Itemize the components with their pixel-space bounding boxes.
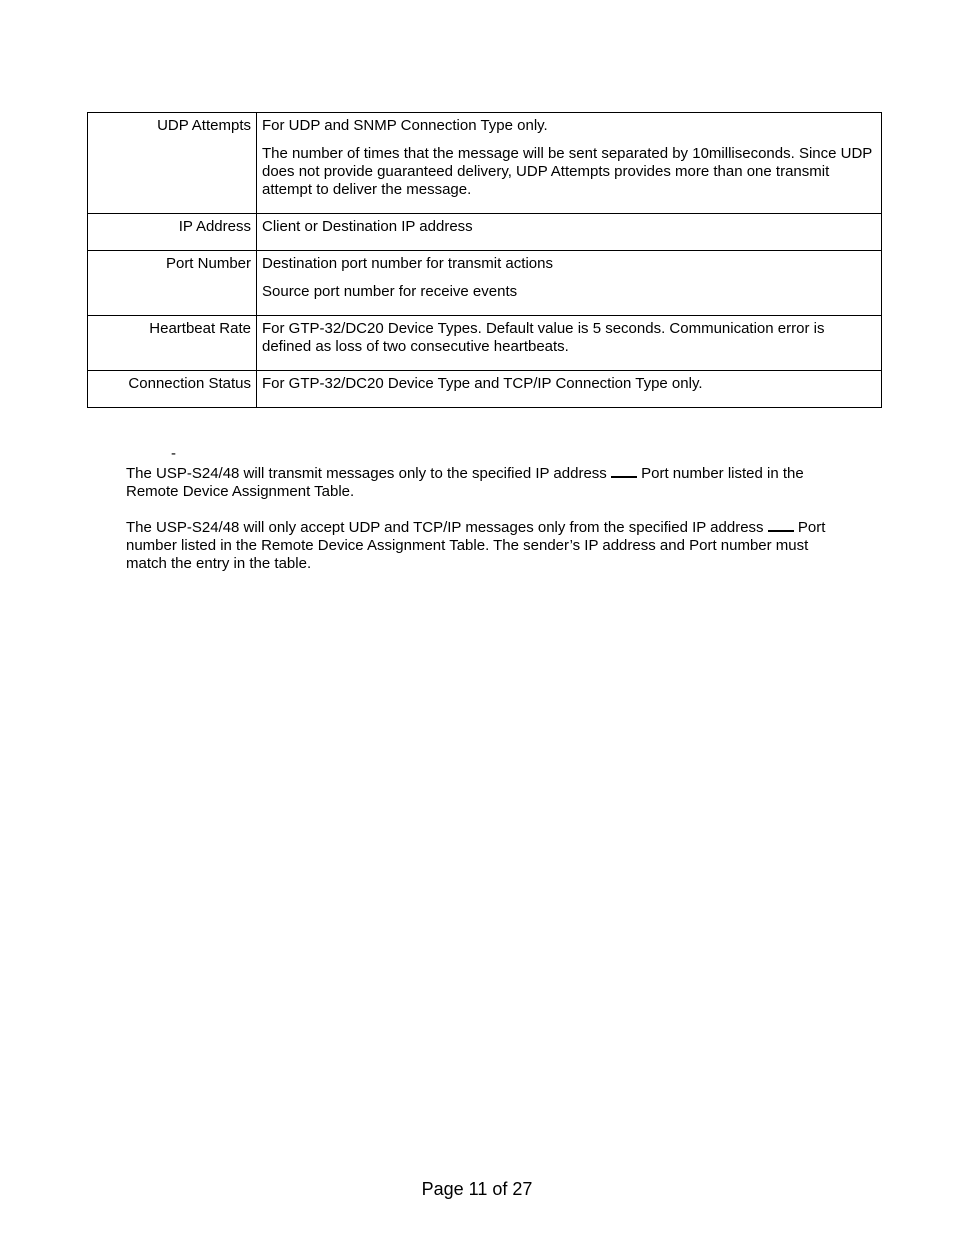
- paragraph-text: The USP-S24/48 will only accept UDP and TCP/IP messages only from the specified IP address: [126, 519, 768, 536]
- description-line: The number of times that the message will be sent separated by 10milliseconds. Since UDP does not provide guaranteed delivery, UDP Attempts provides more than one transmit attempt to deliver the message.: [262, 145, 873, 198]
- paragraph-text: The USP-S24/48 will transmit messages only to the specified IP address: [126, 465, 611, 482]
- table-row: [88, 113, 882, 214]
- description-line: Client or Destination IP address: [262, 218, 473, 235]
- param-description: [257, 316, 882, 371]
- accept-paragraph: [126, 518, 836, 573]
- param-label: UDP Attempts: [88, 113, 257, 214]
- param-label: Port Number: [88, 251, 257, 316]
- blank-underline: [611, 464, 637, 478]
- page-number: Page 11 of 27: [421, 1179, 533, 1199]
- param-label: Heartbeat Rate: [88, 316, 257, 371]
- dash-mark: -: [171, 445, 176, 462]
- paragraph-text: Port number listed in the Remote Device Assignment Table.: [126, 465, 804, 500]
- param-description: [257, 251, 882, 316]
- table-row: [88, 214, 882, 251]
- description-line: For GTP-32/DC20 Device Type and TCP/IP Connection Type only.: [262, 375, 703, 392]
- description-line: Source port number for receive events: [262, 283, 518, 300]
- parameter-table: [87, 112, 882, 408]
- transmit-paragraph: [126, 464, 836, 501]
- description-line: For GTP-32/DC20 Device Types. Default value is 5 seconds. Communication error is defined as loss of two consecutive heartbeats.: [262, 320, 825, 355]
- table-row: [88, 251, 882, 316]
- blank-underline: [768, 518, 794, 532]
- table-row: [88, 371, 882, 408]
- param-label: Connection Status: [88, 371, 257, 408]
- param-label: IP Address: [88, 214, 257, 251]
- param-description: [257, 214, 882, 251]
- table-row: [88, 316, 882, 371]
- paragraph-text: Port number listed in the Remote Device Assignment Table. The sender’s IP address and Port number must match the entry in the table.: [126, 519, 826, 572]
- param-description: [257, 371, 882, 408]
- description-line: Destination port number for transmit actions: [262, 255, 553, 272]
- param-description: [257, 113, 882, 214]
- description-line: For UDP and SNMP Connection Type only.: [262, 117, 548, 134]
